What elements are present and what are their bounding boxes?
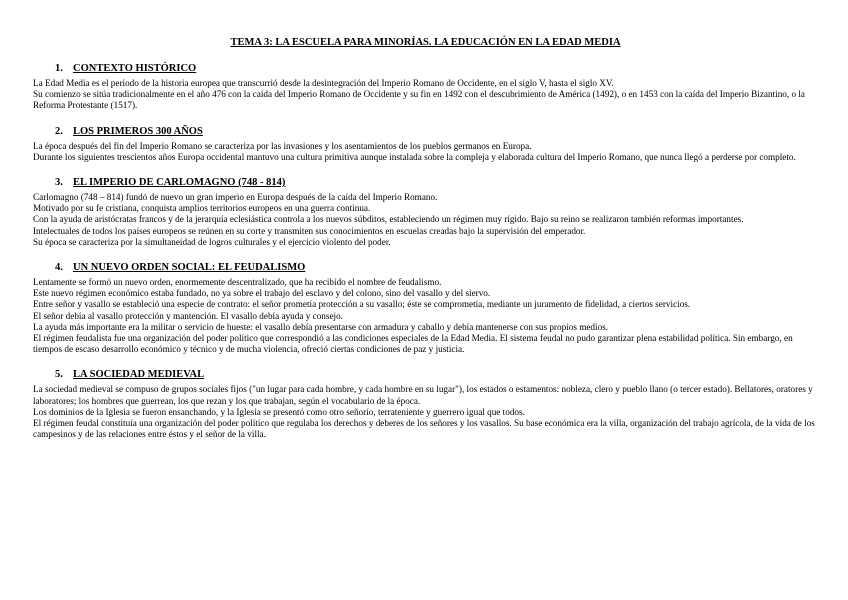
section-number: 3. — [55, 177, 63, 189]
paragraph: Durante los siguientes trescientos años Europa occidental mantuvo una cultura primitiva aunque instalada sobre la compleja y elaborada cultura del Imperio Romano, que nunca llegó a perderse por completo. — [33, 151, 796, 162]
section-title: LA SOCIEDAD MEDIEVAL — [73, 369, 205, 381]
section-title: UN NUEVO ORDEN SOCIAL: EL FEUDALISMO — [73, 262, 306, 274]
section-heading — [55, 125, 818, 138]
document-page — [33, 36, 818, 453]
section-title: EL IMPERIO DE CARLOMAGNO (748 - 814) — [73, 177, 286, 189]
section-contexto-historico — [33, 62, 818, 112]
paragraph: El régimen feudalista fue una organización del poder político que correspondió a las condiciones especiales de la Edad Media. El sistema feudal no pudo garantizar plena estabilidad política. Sin embargo, en tiempos de escaso desarrollo económico y técnico y de mucha violencia, ofreció ciertas condiciones de paz y justicia. — [33, 333, 793, 355]
paragraph: Entre señor y vasallo se estableció una especie de contrato: el señor prometía protección a su vasallo; éste se comprometía, mediante un juramento de fidelidad, a ciertos servicios. — [33, 299, 691, 310]
document-title: TEMA 3: LA ESCUELA PARA MINORÍAS. LA EDUCACIÓN EN LA EDAD MEDIA — [230, 37, 621, 48]
paragraph: El señor debía al vasallo protección y mantención. El vasallo debía ayuda y consejo. — [33, 310, 343, 321]
section-number: 1. — [55, 63, 63, 74]
section-title: LOS PRIMEROS 300 AÑOS — [73, 125, 203, 137]
paragraph: Este nuevo régimen económico estaba fundado, no ya sobre el trabajo del esclavo y del colono, sino del vasallo y del siervo. — [33, 288, 491, 299]
section-imperio-carlomagno — [33, 176, 818, 248]
paragraph: Su época se caracteriza por la simultaneidad de logros culturales y el ejercicio violento del poder. — [33, 236, 391, 247]
section-heading — [55, 176, 818, 189]
paragraph: Con la ayuda de aristócratas francos y de la jerarquía eclesiástica controla a los nuevos súbditos, estableciendo un régimen muy rígido. Bajo su reino se realizaron también reformas importantes. — [33, 214, 744, 225]
section-heading — [55, 62, 818, 75]
section-number: 2. — [55, 125, 63, 137]
paragraph: Lentamente se formó un nuevo orden, enormemente descentralizado, que ha recibido el nombre de feudalismo. — [33, 277, 442, 288]
section-heading — [55, 261, 818, 274]
paragraph: La sociedad medieval se compuso de grupos sociales fijos ("un lugar para cada hombre, y cada hombre en su lugar"), los estados o estamentos: nobleza, clero y pueblo llano (o tercer estado). Bellatores, oratores y laboratores; los hombres que guerrean, los que rezan y los que trabajan, según el vocabulario de la época. — [33, 384, 813, 406]
paragraph: Los dominios de la Iglesia se fueron ensanchando, y la Iglesia se presentó como otro señorío, terrateniente y guerrero igual que todos. — [33, 406, 525, 417]
section-number: 5. — [55, 369, 63, 381]
section-number: 4. — [55, 262, 63, 274]
section-sociedad-medieval — [33, 368, 818, 440]
section-primeros-300-anos — [33, 125, 818, 163]
section-feudalismo — [33, 261, 818, 355]
section-title: CONTEXTO HISTÓRICO — [73, 63, 197, 74]
paragraph: La ayuda más importante era la militar o servicio de hueste: el vasallo debía presentarse con armadura y caballo y debía mantenerse con sus propios medios. — [33, 321, 609, 332]
paragraph: Su comienzo se sitúa tradicionalmente en el año 476 con la caída del Imperio Romano de Occidente y su fin en 1492 con el descubrimiento de América (1492), o en 1453 con la caída del Imperio Bizantino, o la Reforma Protestante (1517). — [33, 89, 806, 111]
paragraph: Carlomagno (748 – 814) fundó de nuevo un gran imperio en Europa después de la caída del Imperio Romano. — [33, 192, 438, 203]
paragraph: El régimen feudal constituía una organización del poder político que regulaba los derechos y deberes de los señores y los vasallos. Su base económica era la villa, organización del trabajo agrícola, de la vida de los campesinos y de las relaciones entre éstos y el señor de la villa. — [33, 418, 815, 440]
section-heading — [55, 368, 818, 381]
paragraph: Intelectuales de todos los países europeos se reúnen en su corte y transmiten sus conocimientos en escuelas creadas bajo la supervisión del emperador. — [33, 225, 586, 236]
paragraph: La época después del fin del Imperio Romano se caracteriza por las invasiones y los asentamientos de los pueblos germanos en Europa. — [33, 140, 532, 151]
paragraph: La Edad Media es el período de la historia europea que transcurrió desde la desintegración del Imperio Romano de Occidente, en el siglo V, hasta el siglo XV. — [33, 78, 614, 88]
paragraph: Motivado por su fe cristiana, conquista amplios territorios europeos en una guerra continua. — [33, 203, 371, 214]
